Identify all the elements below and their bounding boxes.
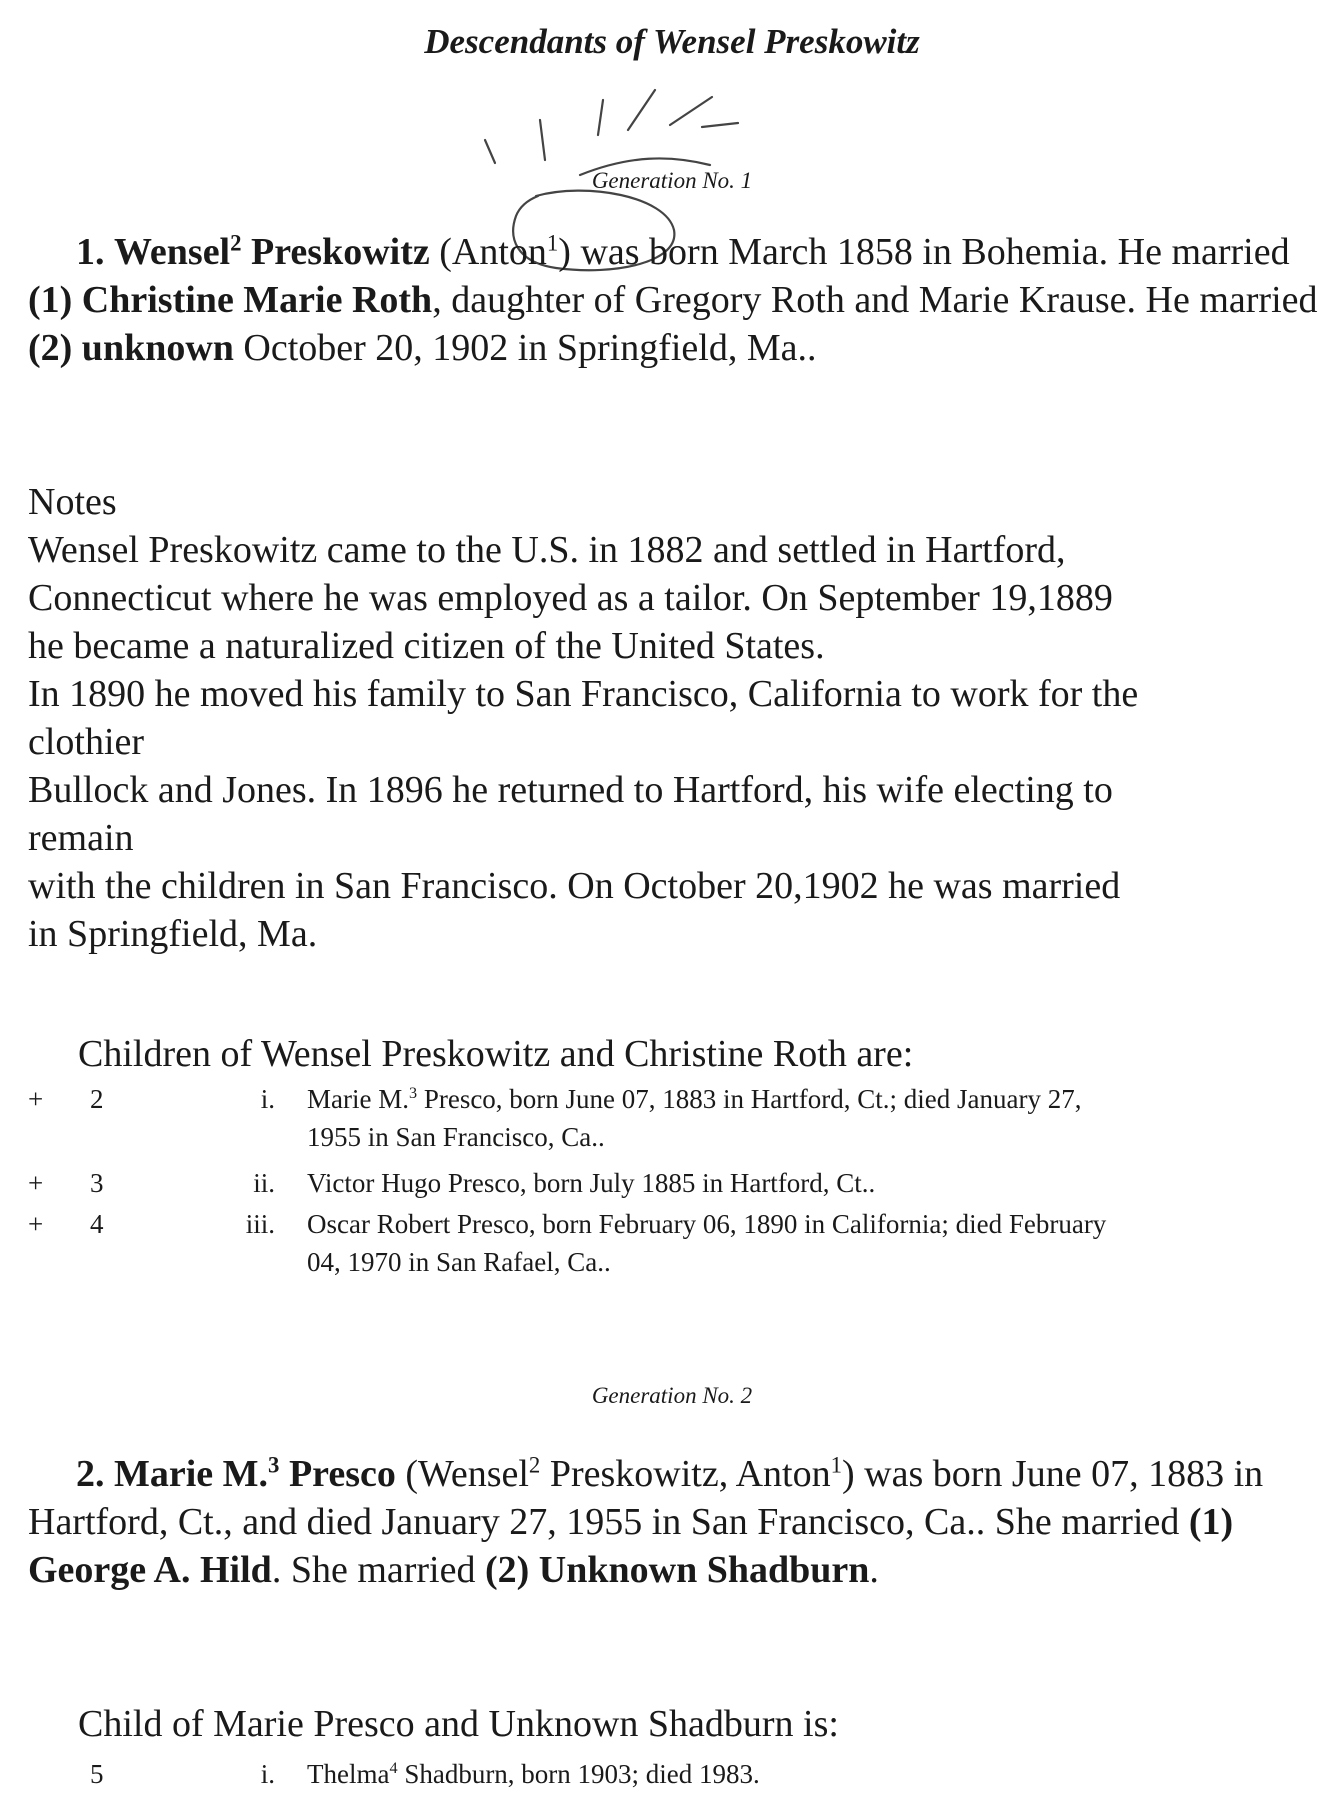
entry-2-ancestry: (Wensel$^2$ Preskowitz, Anton$^1$ bbox=[405, 1452, 843, 1495]
entry-1-name: Wensel$^2$ Preskowitz bbox=[114, 230, 430, 273]
child-text: Marie M.$^3$ Presco, born June 07, 1883 in Hartford, Ct.; died January 27, 1955 in San Francisco, Ca.. bbox=[307, 1084, 1082, 1152]
child-plus: + bbox=[28, 1209, 44, 1239]
entry-1-notes bbox=[28, 478, 1338, 958]
notes-line: Bullock and Jones. In 1896 he returned to Hartford, his wife electing to bbox=[28, 769, 1113, 811]
entry-2-spouse-2: (2) Unknown Shadburn bbox=[484, 1549, 870, 1591]
generation-1-label: Generation No. 1 bbox=[591, 168, 753, 193]
child-roman: ii. bbox=[253, 1168, 275, 1198]
entry-1-number: 1. bbox=[76, 231, 105, 273]
notes-line: clothier bbox=[28, 721, 145, 763]
child-text: Oscar Robert Presco, born February 06, 1890 in California; died February 04, 1970 in San Rafael, Ca.. bbox=[307, 1209, 1107, 1277]
child-roman: i. bbox=[260, 1759, 275, 1789]
entry-2-spouse-1: (1) George A. Hild bbox=[28, 1501, 1234, 1591]
notes-line: remain bbox=[28, 817, 134, 859]
document-title: Descendants of Wensel Preskowitz bbox=[424, 22, 920, 61]
entry-2-name: Marie M.$^3$ Presco bbox=[114, 1452, 396, 1495]
child-number: 2 bbox=[90, 1084, 104, 1114]
entry-1-paragraph: 1. Wensel$^2$ Preskowitz (Anton$^1$) was born March 1858 in Bohemia. He married (1) Christine Marie Roth, daughter of Gregory Roth and Marie Krause. He married (2) unknown October 20, 1902 in Springfield, Ma.. bbox=[28, 230, 1318, 369]
child-text: Victor Hugo Presco, born July 1885 in Hartford, Ct.. bbox=[307, 1168, 876, 1198]
child-roman: iii. bbox=[245, 1209, 275, 1239]
child-number: 3 bbox=[90, 1168, 104, 1198]
notes-label: Notes bbox=[28, 481, 117, 523]
generation-2-label: Generation No. 2 bbox=[591, 1383, 753, 1408]
notes-line: he became a naturalized citizen of the United States. bbox=[28, 625, 825, 667]
child-text: Thelma$^4$ Shadburn, born 1903; died 1983. bbox=[307, 1759, 760, 1789]
entry-2-number: 2. bbox=[76, 1453, 105, 1495]
notes-line: Wensel Preskowitz came to the U.S. in 1882 and settled in Hartford, bbox=[28, 529, 1066, 571]
entry-1-spouse-1: (1) Christine Marie Roth bbox=[28, 279, 433, 321]
child-number: 4 bbox=[90, 1209, 104, 1239]
children-heading: Children of Wensel Preskowitz and Christine Roth are: bbox=[78, 1033, 914, 1075]
child-plus: + bbox=[28, 1084, 44, 1114]
notes-line: in Springfield, Ma. bbox=[28, 913, 318, 955]
child-number: 5 bbox=[90, 1759, 104, 1789]
entry-1-spouse-2: (2) unknown bbox=[28, 327, 234, 369]
notes-line: with the children in San Francisco. On October 20,1902 he was married bbox=[28, 865, 1121, 907]
child-roman: i. bbox=[260, 1084, 275, 1114]
notes-line: Connecticut where he was employed as a tailor. On September 19,1889 bbox=[28, 577, 1113, 619]
child-heading: Child of Marie Presco and Unknown Shadburn is: bbox=[78, 1703, 839, 1745]
entry-2-paragraph: 2. Marie M.$^3$ Presco (Wensel$^2$ Preskowitz, Anton$^1$) was born June 07, 1883 in Hartford, Ct., and died January 27, 1955 in San Francisco, Ca.. She married (1) George A. Hild. She married (2) Unknown Shadburn. bbox=[28, 1452, 1264, 1591]
notes-line: In 1890 he moved his family to San Francisco, California to work for the bbox=[28, 673, 1139, 715]
entry-1-ancestor: (Anton$^1$) bbox=[439, 230, 571, 273]
child-plus: + bbox=[28, 1168, 44, 1198]
